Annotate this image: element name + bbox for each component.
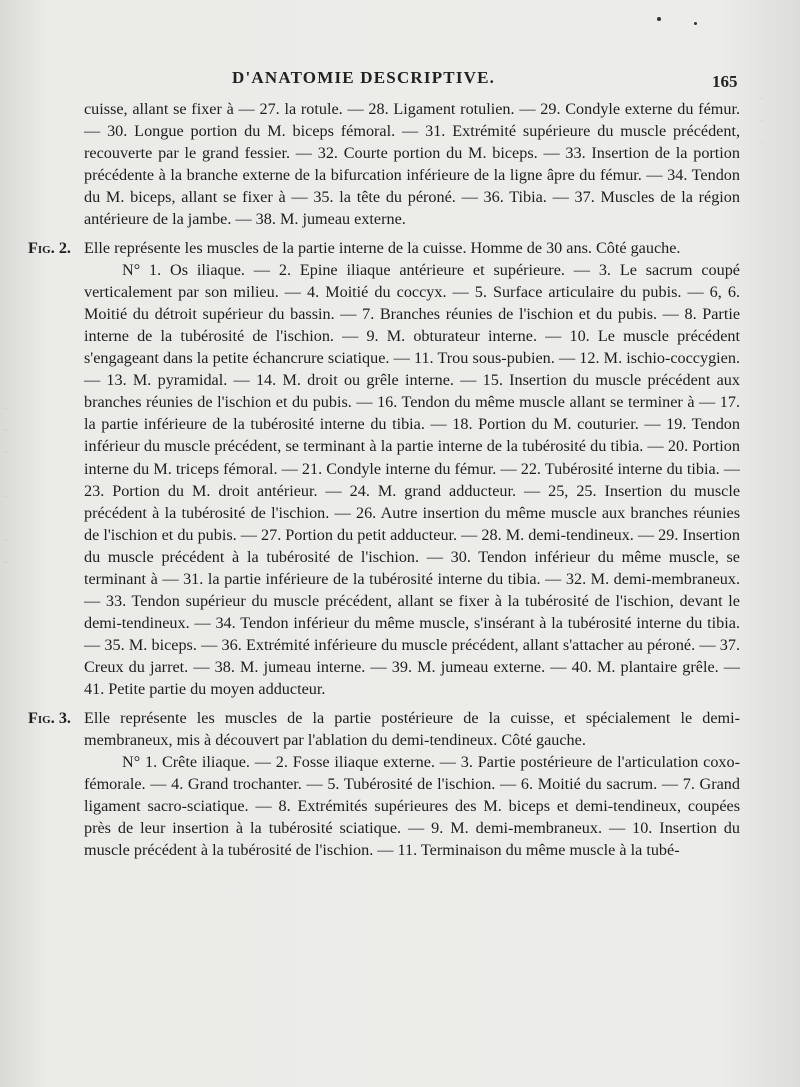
continuation-paragraph: cuisse, allant se fixer à — 27. la rotule. — 28. Ligament rotulien. — 29. Condyle externe du fémur. — 30. Longue portion du M. biceps fémoral. — 31. Extrémité supérieure du muscle précédent, recouverte par le grand fessier. — 32. Courte portion du M. biceps. — 33. Insertion de la portion précédente à la branche externe de la bifurcation inférieure de la ligne âpre du fémur. — 34. Tendon du M. biceps, allant se fixer à — 35. la tête du péroné. — 36. Tibia. — 37. Muscles de la région antérieure de la jambe. — 38. M. jumeau externe. <box>84 100 740 229</box>
figure-2-legend: N° 1. Os iliaque. — 2. Epine iliaque antérieure et supérieure. — 3. Le sacrum coupé verticalement par son milieu. — 4. Moitié du coccyx. — 5. Surface articulaire du pubis. — 6, 6. Moitié du détroit supérieur du bassin. — 7. Branches réunies de l'ischion et du pubis. — 8. Partie interne de la tubérosité de l'ischion. — 9. M. obturateur interne. — 10. Le muscle précédent s'engageant dans la petite échancrure sciatique. — 11. Trou sous-pubien. — 12. M. ischio-coccygien. — 13. M. pyramidal. — 14. M. droit ou grêle interne. — 15. Insertion du muscle précédent aux branches réunies de l'ischion et du pubis. — 16. Tendon du même muscle allant se terminer à — 17. la partie inférieure de la tubérosité interne du tibia. — 18. Portion du M. couturier. — 19. Tendon inférieur du muscle précédent, se terminant à la partie interne de la tubérosité du tibia. — 20. Portion interne du M. triceps fémoral. — 21. Condyle interne du fémur. — 22. Tubérosité interne du tibia. — 23. Portion du M. droit antérieur. — 24. M. grand adducteur. — 25, 25. Insertion du muscle précédent à la tubérosité de l'ischion. — 26. Autre insertion du même muscle aux branches réunies de l'ischion et du pubis. — 27. Portion du petit adducteur. — 28. M. demi-tendineux. — 29. Insertion du muscle précédent à la tubérosité de l'ischion. — 30. Tendon inférieur du même muscle, se terminant à — 31. la partie inférieure de la tubérosité interne du tibia. — 32. M. demi-membraneux. — 33. Tendon supérieur du muscle précédent, allant se fixer à la tubérosité de l'ischion, devant le demi-tendineux. — 34. Tendon inférieur du même muscle, s'insérant à la tubérosité interne du tibia. — 35. M. biceps. — 36. Extrémité inférieure du muscle précédent, allant s'attacher au péroné. — 37. Creux du jarret. — 38. M. jumeau interne. — 39. M. jumeau externe. — 40. M. plantaire grêle. — 41. Petite partie du moyen adducteur. <box>84 260 740 699</box>
figure-3-legend: N° 1. Crête iliaque. — 2. Fosse iliaque externe. — 3. Partie postérieure de l'articulation coxo-fémorale. — 4. Grand trochanter. — 5. Tubérosité de l'ischion. — 6. Moitié du sacrum. — 7. Grand ligament sacro-sciatique. — 8. Extrémités supérieures des M. biceps et demi-tendineux, coupées près de leur insertion à la tubérosité sciatique. — 9. M. demi-membraneux. — 10. Insertion du muscle précédent à la tubérosité de l'ischion. — 11. Terminaison du même muscle à la tubé- <box>84 752 740 860</box>
figure-3-label: Fig. 3. <box>28 708 71 727</box>
page-number: 165 <box>712 72 738 91</box>
figure-3-caption-text: Elle représente les muscles de la partie postérieure de la cuisse, et spécialement le demi-membraneux, mis à découvert par l'ablation du demi-tendineux. Côté gauche. <box>84 708 740 749</box>
figure-3-caption <box>28 707 740 751</box>
bleed-through-left: - - - - - - <box>4 400 8 568</box>
bleed-through-right: . . . <box>760 88 763 146</box>
ink-speck <box>657 17 661 21</box>
text-block <box>28 98 740 861</box>
ink-speck <box>694 22 697 25</box>
figure-2-caption-text: Elle représente les muscles de la partie interne de la cuisse. Homme de 30 ans. Côté gauche. <box>84 238 681 257</box>
figure-2-label: Fig. 2. <box>28 238 71 257</box>
figure-2-caption <box>28 237 740 259</box>
running-title: D'ANATOMIE DESCRIPTIVE. <box>232 68 496 87</box>
